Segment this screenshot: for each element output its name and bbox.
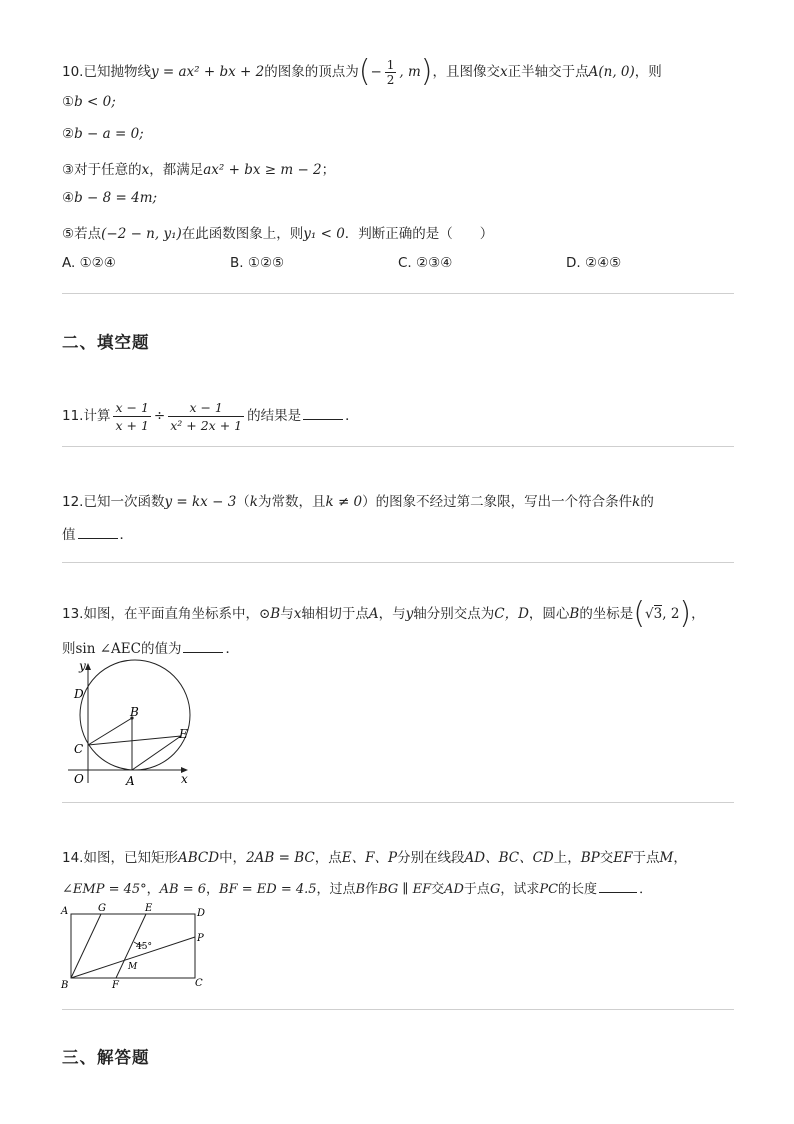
label-f: F — [112, 980, 119, 991]
q10-item-4: ④b − 8 = 4m; — [62, 190, 158, 206]
label-c: C — [74, 742, 84, 756]
divider — [62, 802, 734, 803]
label-d: D — [74, 687, 84, 701]
label-m: M — [128, 962, 138, 972]
section-heading-solutions: 三、解答题 — [62, 1048, 150, 1067]
label-c: C — [195, 978, 203, 989]
label-o: O — [74, 772, 84, 786]
segment-ce — [88, 736, 181, 745]
q11-fraction-2: $\frac{x - 1}{\text{x² + 2x + 1}}$ — [170, 399, 243, 433]
divider — [62, 446, 734, 447]
label-g: G — [98, 903, 106, 914]
q14-stem: 14.如图，已知矩形ABCD中，2AB = BC，点E、F、P分别在线段AD、BC、CD上，BP交EF于点M， — [62, 850, 687, 866]
q10-item-1: ①b < 0; — [62, 94, 116, 110]
q12-stem: 12.已知一次函数y = kx − 3（k为常数，且k ≠ 0）的图象不经过第二象限，写出一个符合条件k的 — [62, 494, 654, 510]
label-b: B — [61, 980, 69, 991]
answer-blank[interactable] — [303, 407, 343, 420]
q11-stem: 11.计算 $\frac{x - 1}{x + 1}$ ÷ $\frac{x - 1}{\text{x² + 2x + 1}}$ 的结果是 ． — [62, 399, 359, 433]
divider — [62, 293, 734, 294]
label-x: x — [181, 772, 188, 786]
section-heading-fill-in: 二、填空题 — [62, 333, 150, 352]
segment-ae — [132, 736, 181, 770]
label-d: D — [197, 908, 206, 919]
q10-option-c[interactable]: C. ②③④ — [398, 255, 453, 271]
q13-line-2: 则sin ∠AEC的值为 ． — [62, 641, 239, 657]
q11-fraction-1: $\frac{x - 1}{x + 1}$ — [115, 399, 149, 433]
label-angle: 45° — [136, 942, 152, 952]
answer-blank[interactable] — [183, 640, 223, 653]
vertex-fraction: $\frac{1}{2}$ — [386, 57, 395, 87]
q13-figure — [60, 658, 200, 788]
label-e: E — [145, 903, 153, 914]
q10-item-2: ②b − a = 0; — [62, 126, 144, 142]
label-b: B — [130, 705, 139, 719]
q10-option-b[interactable]: B. ①②⑤ — [230, 255, 285, 271]
answer-blank[interactable] — [78, 526, 118, 539]
label-a: A — [126, 774, 135, 788]
divider — [62, 1009, 734, 1010]
label-p: P — [197, 933, 204, 944]
q12-line-2: 值 ． — [62, 527, 133, 543]
label-a: A — [61, 906, 69, 917]
answer-blank[interactable] — [599, 880, 637, 893]
label-y: y — [79, 659, 86, 673]
q10-item-3: ③对于任意的x，都满足ax² + bx ≥ m − 2； — [62, 162, 336, 178]
segment-bg — [71, 914, 101, 978]
q13-stem: 13.如图，在平面直角坐标系中，⊙B与x轴相切于点A，与y轴分别交点为C，D，圆心B的坐标是(√3, 2)， — [62, 596, 705, 631]
q14-figure — [58, 902, 216, 994]
q10-option-a[interactable]: A. ①②④ — [62, 255, 116, 271]
y-axis-arrow — [85, 663, 91, 670]
q14-line-2: ∠EMP = 45°，AB = 6，BF = ED = 4.5，过点B作BG ∥ EF交AD于点G，试求PC的长度 ． — [62, 882, 653, 897]
q10-item-5: ⑤若点(−2 − n, y₁)在此函数图象上，则y₁ < 0．判断正确的是（ ） — [62, 226, 494, 242]
label-e: E — [179, 727, 188, 741]
divider — [62, 562, 734, 563]
q10-option-d[interactable]: D. ②④⑤ — [566, 255, 622, 271]
q10-stem: 10.已知抛物线y = ax² + bx + 2的图象的顶点为(− $\frac{1}{2}$ , m)，且图像交x正半轴交于点A(n, 0)，则 — [62, 54, 662, 89]
